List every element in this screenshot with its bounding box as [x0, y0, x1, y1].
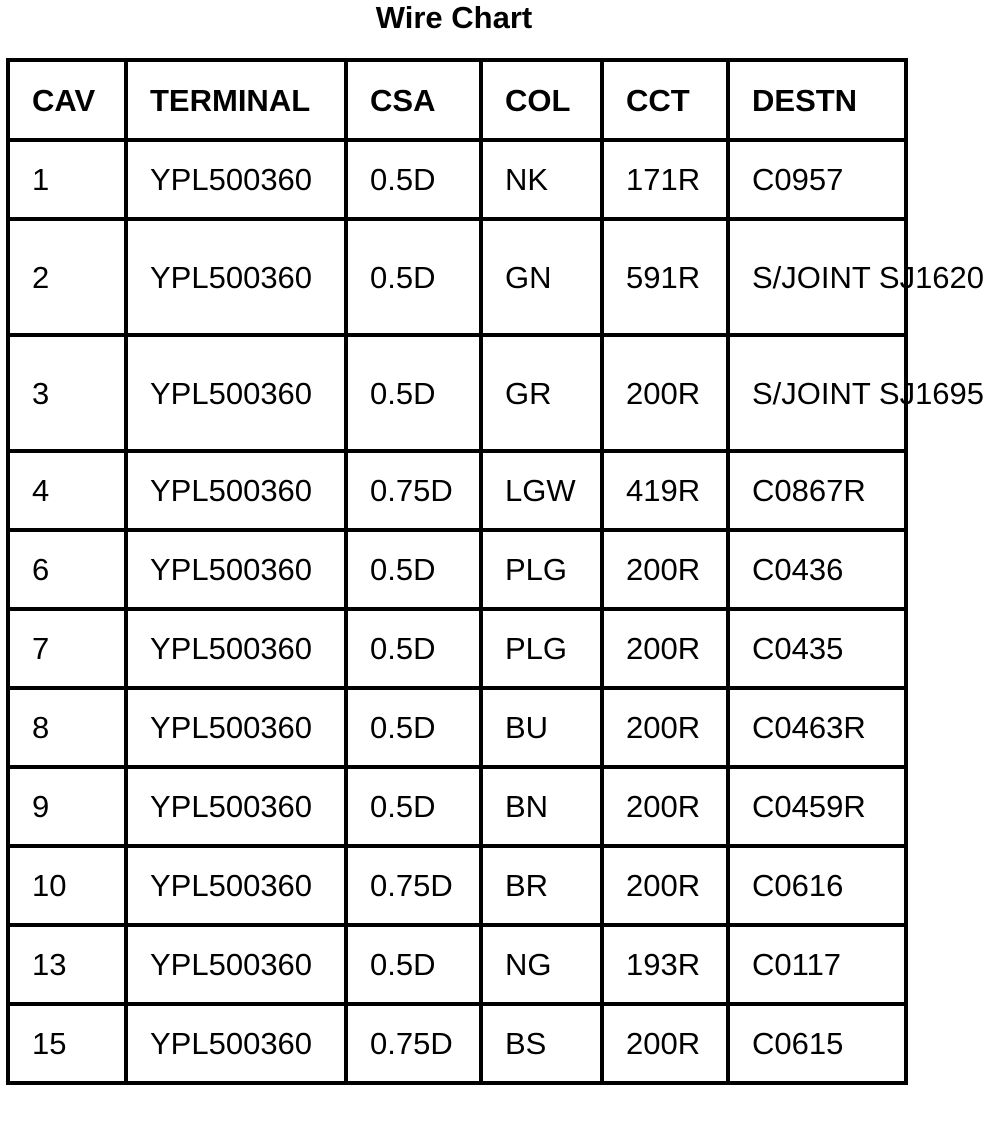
terminal-cell: YPL500360 — [126, 530, 346, 609]
cav-cell: 15 — [8, 1004, 126, 1083]
terminal-cell: YPL500360 — [126, 335, 346, 451]
terminal-cell: YPL500360 — [126, 688, 346, 767]
destn-cell: C0435 — [728, 609, 906, 688]
terminal-cell: YPL500360 — [126, 451, 346, 530]
table-row — [8, 451, 906, 530]
destn-cell: C0463R — [728, 688, 906, 767]
cct-cell: 200R — [602, 335, 728, 451]
csa-cell: 0.5D — [346, 335, 481, 451]
csa-cell: 0.5D — [346, 530, 481, 609]
cct-cell: 591R — [602, 219, 728, 335]
cct-cell: 200R — [602, 609, 728, 688]
cav-cell: 1 — [8, 140, 126, 219]
table-row — [8, 140, 906, 219]
cav-cell: 8 — [8, 688, 126, 767]
col-cell: BS — [481, 1004, 602, 1083]
cct-cell: 419R — [602, 451, 728, 530]
csa-cell: 0.5D — [346, 688, 481, 767]
col-cell: GR — [481, 335, 602, 451]
table-header-row — [8, 60, 906, 140]
cct-cell: 193R — [602, 925, 728, 1004]
col-cell: LGW — [481, 451, 602, 530]
column-header-destn: DESTN — [728, 60, 906, 140]
col-cell: PLG — [481, 530, 602, 609]
cav-cell: 4 — [8, 451, 126, 530]
col-cell: GN — [481, 219, 602, 335]
cav-cell: 9 — [8, 767, 126, 846]
destn-cell: C0615 — [728, 1004, 906, 1083]
table-row — [8, 1004, 906, 1083]
table-row — [8, 688, 906, 767]
cct-cell: 200R — [602, 767, 728, 846]
cct-cell: 171R — [602, 140, 728, 219]
col-cell: NK — [481, 140, 602, 219]
destn-cell: C0117 — [728, 925, 906, 1004]
column-header-col: COL — [481, 60, 602, 140]
terminal-cell: YPL500360 — [126, 925, 346, 1004]
csa-cell: 0.5D — [346, 140, 481, 219]
csa-cell: 0.75D — [346, 846, 481, 925]
column-header-terminal: TERMINAL — [126, 60, 346, 140]
table-row — [8, 335, 906, 451]
cav-cell: 10 — [8, 846, 126, 925]
destn-cell: S/JOINT SJ1695 — [728, 335, 906, 451]
csa-cell: 0.5D — [346, 767, 481, 846]
cav-cell: 13 — [8, 925, 126, 1004]
terminal-cell: YPL500360 — [126, 219, 346, 335]
destn-cell: C0957 — [728, 140, 906, 219]
destn-cell: C0616 — [728, 846, 906, 925]
column-header-cav: CAV — [8, 60, 126, 140]
destn-cell: S/JOINT SJ1620 — [728, 219, 906, 335]
terminal-cell: YPL500360 — [126, 140, 346, 219]
destn-cell: C0436 — [728, 530, 906, 609]
page-title: Wire Chart — [375, 0, 533, 35]
table-row — [8, 609, 906, 688]
col-cell: PLG — [481, 609, 602, 688]
col-cell: BR — [481, 846, 602, 925]
cav-cell: 7 — [8, 609, 126, 688]
destn-cell: C0459R — [728, 767, 906, 846]
csa-cell: 0.75D — [346, 1004, 481, 1083]
col-cell: BU — [481, 688, 602, 767]
cav-cell: 6 — [8, 530, 126, 609]
destn-cell: C0867R — [728, 451, 906, 530]
table-row — [8, 767, 906, 846]
table-row — [8, 219, 906, 335]
cct-cell: 200R — [602, 846, 728, 925]
table-row — [8, 846, 906, 925]
terminal-cell: YPL500360 — [126, 1004, 346, 1083]
csa-cell: 0.5D — [346, 609, 481, 688]
table-row — [8, 530, 906, 609]
col-cell: NG — [481, 925, 602, 1004]
cav-cell: 3 — [8, 335, 126, 451]
csa-cell: 0.5D — [346, 219, 481, 335]
terminal-cell: YPL500360 — [126, 846, 346, 925]
terminal-cell: YPL500360 — [126, 609, 346, 688]
table-row — [8, 925, 906, 1004]
cct-cell: 200R — [602, 1004, 728, 1083]
csa-cell: 0.75D — [346, 451, 481, 530]
column-header-csa: CSA — [346, 60, 481, 140]
col-cell: BN — [481, 767, 602, 846]
wire-chart-table — [6, 58, 984, 1085]
cct-cell: 200R — [602, 688, 728, 767]
cct-cell: 200R — [602, 530, 728, 609]
csa-cell: 0.5D — [346, 925, 481, 1004]
terminal-cell: YPL500360 — [126, 767, 346, 846]
column-header-cct: CCT — [602, 60, 728, 140]
cav-cell: 2 — [8, 219, 126, 335]
